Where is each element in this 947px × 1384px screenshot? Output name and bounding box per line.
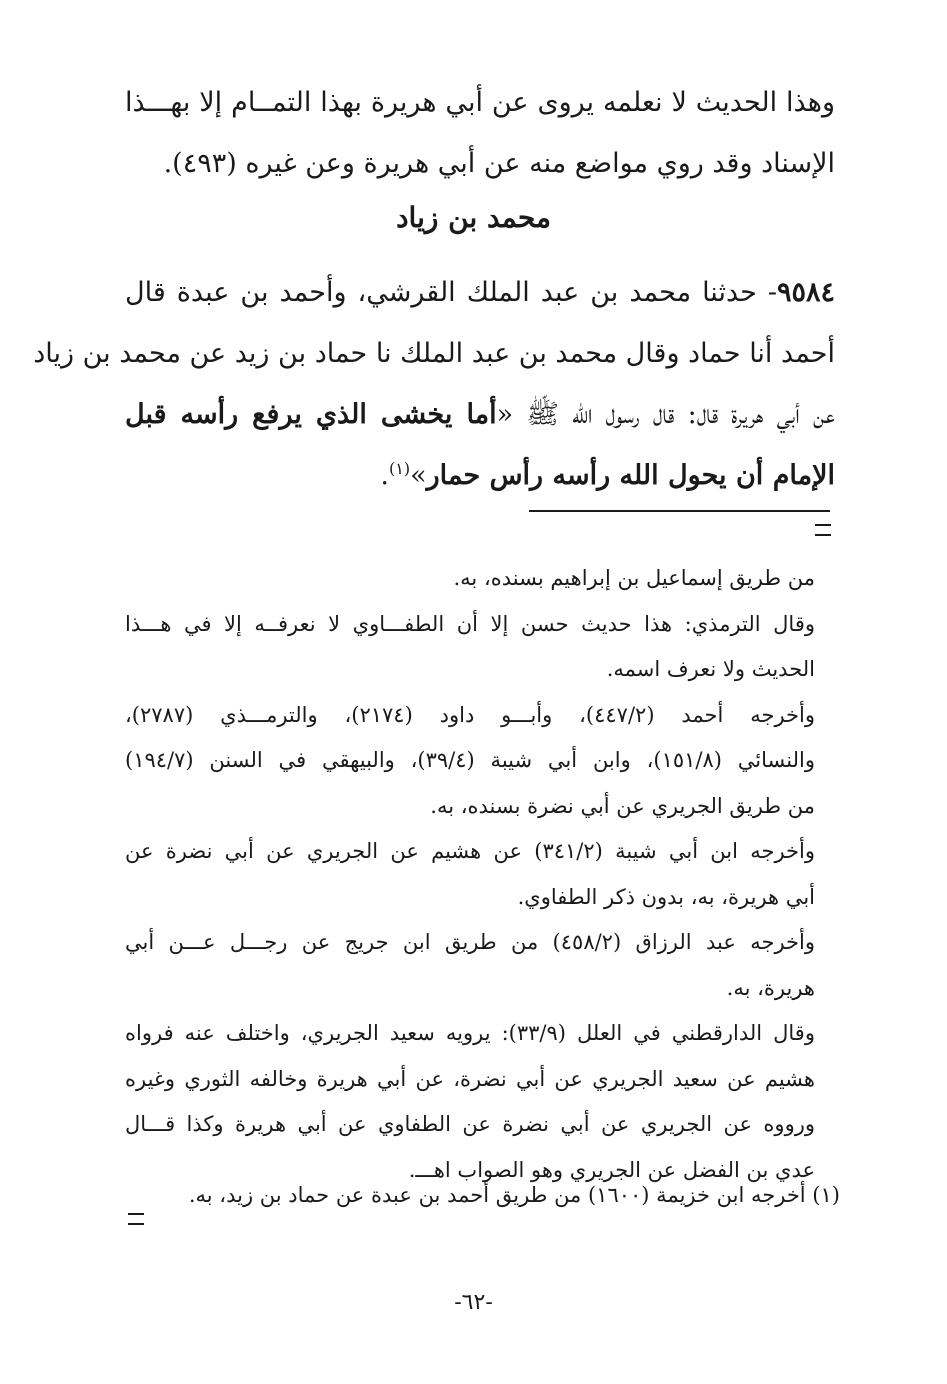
hadith-line-4 [125,445,835,506]
footnote-1: (١) أخرجه ابن خزيمة (١٦٠٠) من طريق أحمد بن عبدة عن حماد بن زيد، به. [188,1183,840,1207]
hadith-line-2: أحمد أنا حماد وقال محمد بن عبد الملك نا حماد بن زيد عن محمد بن زياد [33,338,835,369]
hadith-number: ٩٥٨٤ [776,277,835,308]
hadith-line-3-text: عن أبي هريرة قال: قال رسول الله ﷺ « [496,399,835,430]
footnote-line: وقال الترمذي: هذا حديث حسن إلا أن الطفـــاوي لا نعرفــه إلا في هـــذا [125,611,815,636]
page-number: -٦٢- [454,1290,493,1315]
hadith-line-1-text: - حدثنا محمد بن عبد الملك القرشي، وأحمد بن عبدة قال [125,277,777,308]
top-paragraph-line-1: وهذا الحديث لا نعلمه يروى عن أبي هريرة بهذا التمــام إلا بهـــذا [125,87,835,118]
footnote-line: وقال الدارقطني في العلل (٣٣/٩): يرويه سعيد الجريري، واختلف عنه فرواه [125,1021,815,1045]
footnote-line: والنسائي (١٥١/٨)، وابن أبي شيبة (٣٩/٤)، والبيهقي في السنن (١٩٤/٧) [125,748,815,772]
section-heading: محمد بن زياد [396,201,551,234]
footnote-line: هريرة، به. [726,975,815,1000]
footnote-line: وأخرجه عبد الرزاق (٤٥٨/٢) من طريق ابن جريج عن رجـــل عـــن أبي [125,930,816,954]
hadith-line-1 [125,262,835,323]
hadith-quote-part-1: أما يخشى الذي يرفع رأسه قبل [125,399,497,430]
hadith-end-period: . [380,460,389,491]
footnote-line: وأخرجه أحمد (٤٤٧/٢)، وأبـــو داود (٢١٧٤)، والترمـــذي (٢٧٨٧)، [125,702,815,727]
top-paragraph [125,72,835,194]
footnote-separator [529,510,830,512]
footnote-line: ورووه عن الجريري عن أبي نضرة عن الطفاوي عن أبي هريرة وكذا قـــال [125,1112,815,1136]
footnotes-block [125,556,815,1193]
footnote-line: من طريق إسماعيل بن إبراهيم بسنده، به. [453,566,815,590]
hadith-paragraph [33,262,835,506]
footnote-ref-1[interactable]: (١) [388,459,411,478]
hadith-quote-close: » [410,460,427,491]
hadith-quote-part-2: الإمام أن يحول الله رأسه رأس حمار [426,460,835,491]
footnote-line: أبي هريرة، به، بدون ذكر الطفاوي. [517,884,815,909]
hadith-line-3 [125,384,835,445]
continuation-mark-top [815,524,831,536]
footnote-line: الحديث ولا نعرف اسمه. [606,657,815,681]
footnote-line: وأخرجه ابن أبي شيبة (٣٤١/٢) عن هشيم عن الجريري عن أبي نضرة عن [125,839,815,863]
footnote-line: من طريق الجريري عن أبي نضرة بسنده، به. [430,793,815,818]
continuation-mark-bottom [128,1213,144,1225]
footnote-line: هشيم عن سعيد الجريري عن أبي نضرة، عن أبي هريرة وخالفه الثوري وغيره [125,1066,815,1091]
top-paragraph-line-2: الإسناد وقد روي مواضع منه عن أبي هريرة وعن غيره (٤٩٣). [163,148,835,179]
footnote-line: عدي بن الفضل عن الجريري وهو الصواب اهـــ. [408,1157,815,1182]
